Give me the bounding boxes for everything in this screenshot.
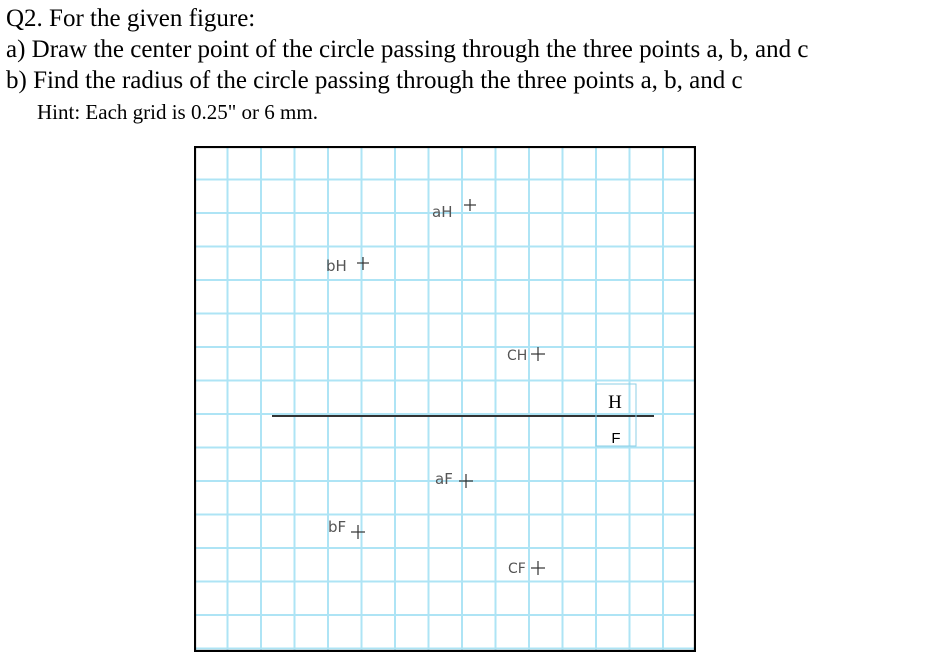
point-a-f-label: aF xyxy=(435,470,453,488)
point-c-f-label: CF xyxy=(508,561,526,577)
point-b-h-label: bH xyxy=(326,257,347,275)
view-label-f: F xyxy=(611,430,621,447)
grid-figure-canvas xyxy=(194,146,696,652)
question-part-b: b) Find the radius of the circle passing through the three points a, b, and c xyxy=(6,67,743,94)
grid-figure xyxy=(194,146,696,652)
point-c-h-label: CH xyxy=(507,348,528,364)
question-title: Q2. For the given figure: xyxy=(6,5,256,32)
point-b-f-label: bF xyxy=(328,518,347,536)
question-hint: Hint: Each grid is 0.25" or 6 mm. xyxy=(37,100,318,124)
view-label-h: H xyxy=(608,392,622,413)
point-a-h-label: aH xyxy=(432,203,453,221)
question-part-a: a) Draw the center point of the circle passing through the three points a, b, and c xyxy=(6,36,809,63)
